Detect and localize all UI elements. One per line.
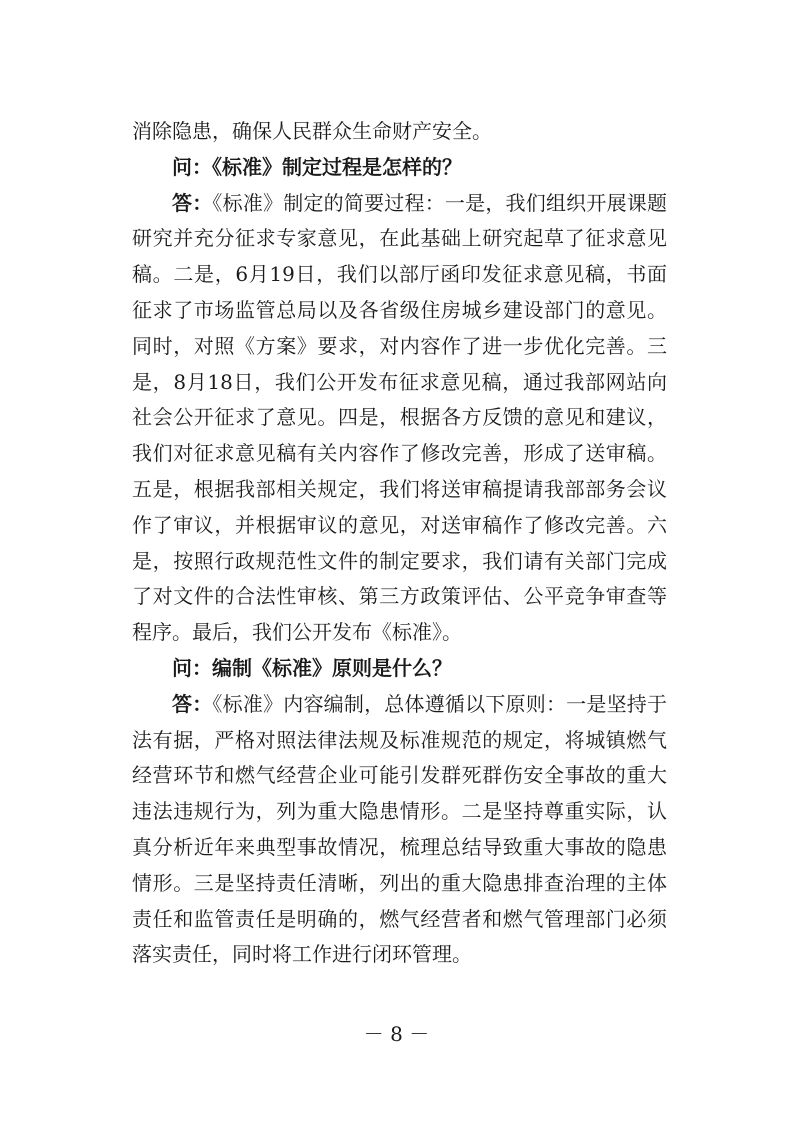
answer-2-text: 《标准》内容编制，总体遵循以下原则：一是坚持于法有据，严格对照法律法规及标准规范的规定，将城镇燃气经营环节和燃气经营企业可能引发群死群伤安全事故的重大违法违规行为，列为重大隐患情形。二是坚持尊重实际，认真分析近年来典型事故情况，梳理总结导致重大事故的隐患情形。三是坚持责任清晰，列出的重大隐患排查治理的主体责任和监管责任是明确的，燃气经营者和燃气管理部门必须落实责任，同时将工作进行闭环管理。	[132, 691, 668, 967]
document-body	[132, 114, 667, 973]
question-1	[132, 150, 667, 186]
question-2	[132, 651, 667, 687]
intro-paragraph: 消除隐患，确保人民群众生命财产安全。	[132, 119, 492, 143]
answer-2	[132, 687, 667, 973]
answer-2-label: 答：	[172, 691, 213, 716]
question-2-text: 问：编制《标准》原则是什么？	[172, 655, 452, 680]
question-1-text: 问：《标准》制定过程是怎样的？	[172, 154, 462, 179]
answer-1-text: 《标准》制定的简要过程：一是，我们组织开展课题研究并充分征求专家意见，在此基础上研究起草了征求意见稿。二是，6月19日，我们以部厅函印发征求意见稿，书面征求了市场监管总局以及各省级住房城乡建设部门的意见。同时，对照《方案》要求，对内容作了进一步优化完善。三是，8月18日，我们公开发布征求意见稿，通过我部网站向社会公开征求了意见。四是，根据各方反馈的意见和建议，我们对征求意见稿有关内容作了修改完善，形成了送审稿。五是，根据我部相关规定，我们将送审稿提请我部部务会议作了审议，并根据审议的意见，对送审稿作了修改完善。六是，按照行政规范性文件的制定要求，我们请有关部门完成了对文件的合法性审核、第三方政策评估、公平竞争审查等程序。最后，我们公开发布《标准》。	[132, 190, 668, 645]
answer-1-label: 答：	[172, 190, 213, 215]
page-number: － 8 －	[363, 1022, 430, 1046]
answer-1	[132, 186, 667, 651]
